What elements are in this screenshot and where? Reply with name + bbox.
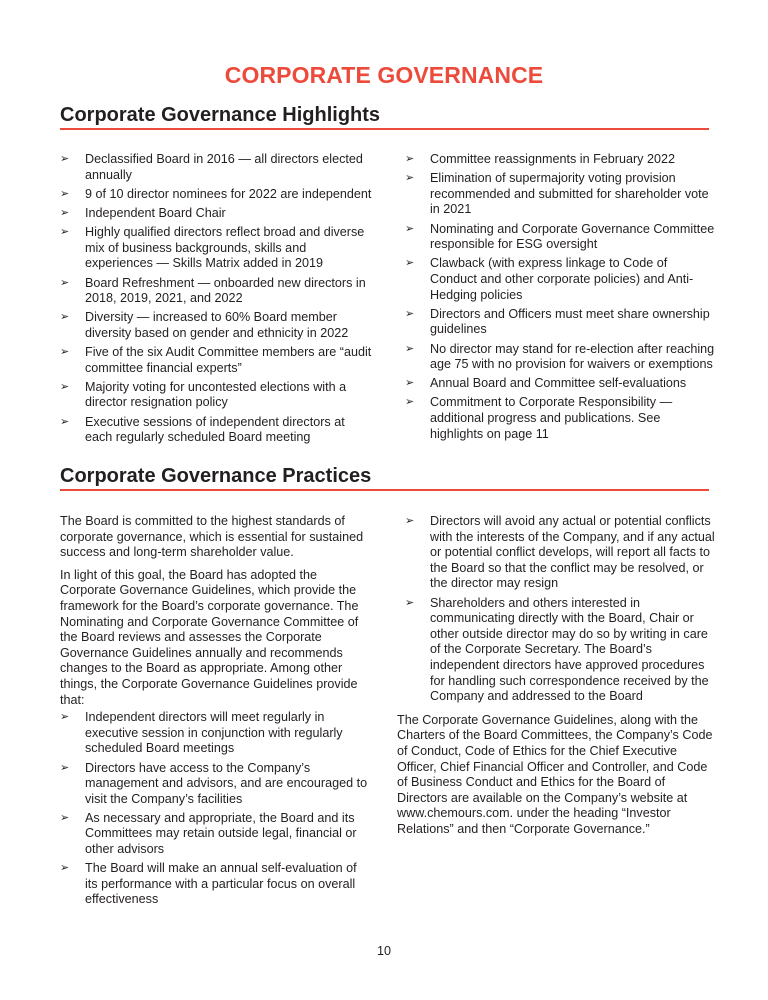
list-item: ➢ Diversity — increased to 60% Board member diversity based on gender and ethnicity in 2022: [60, 310, 349, 340]
arrow-bullet-icon: ➢: [60, 276, 70, 289]
arrow-bullet-icon: ➢: [60, 346, 70, 359]
practices-availability-paragraph: The Corporate Governance Guidelines, along with the Charters of the Board Committees, the Company’s Code of Conduct, Code of Ethics for the Chief Executive Officer, Chief Financial Officer and Controller, and Code of Business Conduct and Ethics for the Board of Directors are available on the Company’s website at www.chemours.com. under the heading “Investor Relations” and then “Corporate Governance.”: [397, 712, 713, 836]
list-item: ➢ Directors will avoid any actual or potential conflicts with the interests of the Company, and if any actual or potential conflict develops, will report all facts to the Board so that the conflict may be resolved, or the director may resign: [405, 514, 715, 591]
arrow-bullet-icon: ➢: [60, 311, 70, 324]
list-item: ➢ Independent directors will meet regularly in executive session in conjunction with regularly scheduled Board meetings: [60, 710, 343, 756]
highlights-right-column: [405, 152, 717, 446]
arrow-bullet-icon: ➢: [405, 172, 415, 185]
arrow-bullet-icon: ➢: [60, 153, 70, 165]
arrow-bullet-icon: ➢: [60, 761, 70, 774]
list-item: ➢ Annual Board and Committee self-evaluations: [405, 376, 687, 391]
arrow-bullet-icon: ➢: [405, 257, 415, 270]
arrow-bullet-icon: ➢: [405, 596, 415, 609]
list-item: ➢ Nominating and Corporate Governance Committee responsible for ESG oversight: [405, 221, 715, 252]
page-title: CORPORATE GOVERNANCE: [224, 62, 544, 88]
list-item: ➢ Five of the six Audit Committee members are “audit committee financial experts”: [60, 345, 372, 375]
arrow-bullet-icon: ➢: [60, 711, 70, 724]
arrow-bullet-icon: ➢: [405, 342, 415, 355]
practices-guidelines-paragraph: In light of this goal, the Board has adopted the Corporate Governance Guidelines, which provide the framework for the Board’s corporate governance. The Nominating and Corporate Governance Committee of the Board reviews and assesses the Corporate Governance Guidelines annually and recommends changes to the Board as appropriate. Among other things, the Corporate Governance Guidelines provide that:: [60, 567, 359, 707]
highlights-left-list: [60, 152, 372, 446]
practices-left-column: [60, 514, 372, 912]
practices-intro-paragraph: The Board is committed to the highest standards of corporate governance, which is essential for sustained success and long-term shareholder value.: [60, 514, 364, 560]
list-item: ➢ Clawback (with express linkage to Code of Conduct and other corporate policies) and Anti-Hedging policies: [405, 256, 694, 302]
page-number: 10: [376, 944, 391, 958]
list-item: ➢ The Board will make an annual self-evaluation of its performance with a particular focus on overall effectiveness: [60, 861, 357, 907]
arrow-bullet-icon: ➢: [405, 377, 415, 390]
list-item: ➢ Highly qualified directors reflect broad and diverse mix of business backgrounds, skills and experiences — Skills Matrix added in 2019: [60, 225, 365, 271]
list-item: ➢ Committee reassignments in February 2022: [405, 152, 675, 166]
arrow-bullet-icon: ➢: [60, 226, 70, 239]
list-item: ➢ Shareholders and others interested in communicating directly with the Board, Chair or other outside director may do so by writing in care of the Corporate Secretary. The Board’s independent directors have approved procedures for handling such correspondence received by the Company and addressed to the Board: [405, 595, 709, 704]
arrow-bullet-icon: ➢: [405, 307, 415, 320]
list-item: ➢ Declassified Board in 2016 — all directors elected annually: [60, 152, 363, 182]
practices-left-list: [60, 710, 372, 908]
list-item: ➢ Majority voting for uncontested elections with a director resignation policy: [60, 379, 347, 410]
arrow-bullet-icon: ➢: [60, 187, 70, 200]
highlights-left-column: [60, 152, 372, 449]
list-item: ➢ Directors have access to the Company’s management and advisors, and are encouraged to visit the Company’s facilities: [60, 760, 368, 806]
arrow-bullet-icon: ➢: [405, 222, 415, 235]
practices-right-list: [405, 514, 717, 705]
arrow-bullet-icon: ➢: [405, 396, 415, 409]
arrow-bullet-icon: ➢: [405, 153, 415, 165]
arrow-bullet-icon: ➢: [405, 515, 415, 527]
arrow-bullet-icon: ➢: [60, 862, 70, 875]
arrow-bullet-icon: ➢: [60, 415, 70, 428]
list-item: ➢ As necessary and appropriate, the Board and its Committees may retain outside legal, financial or other advisors: [60, 810, 357, 857]
list-item: ➢ Executive sessions of independent directors at each regularly scheduled Board meeting: [60, 414, 345, 445]
arrow-bullet-icon: ➢: [60, 380, 70, 393]
highlights-right-list: [405, 152, 717, 442]
arrow-bullet-icon: ➢: [60, 811, 70, 824]
list-item: ➢ Commitment to Corporate Responsibility — additional progress and publications. See highlights on page 11: [405, 395, 673, 441]
practices-right-column: [397, 514, 717, 844]
list-item: ➢ 9 of 10 director nominees for 2022 are independent: [60, 186, 372, 201]
list-item: ➢ No director may stand for re-election after reaching age 75 with no provision for waivers or exemptions: [405, 341, 715, 372]
list-item: ➢ Elimination of supermajority voting provision recommended and submitted for shareholder vote in 2021: [405, 171, 709, 217]
highlights-heading: Corporate Governance Highlights: [60, 103, 709, 130]
list-item: ➢ Board Refreshment — onboarded new directors in 2018, 2019, 2021, and 2022: [60, 275, 366, 306]
list-item: ➢ Independent Board Chair: [60, 205, 226, 220]
list-item: ➢ Directors and Officers must meet share ownership guidelines: [405, 306, 710, 337]
practices-heading: Corporate Governance Practices: [60, 464, 709, 491]
arrow-bullet-icon: ➢: [60, 206, 70, 219]
